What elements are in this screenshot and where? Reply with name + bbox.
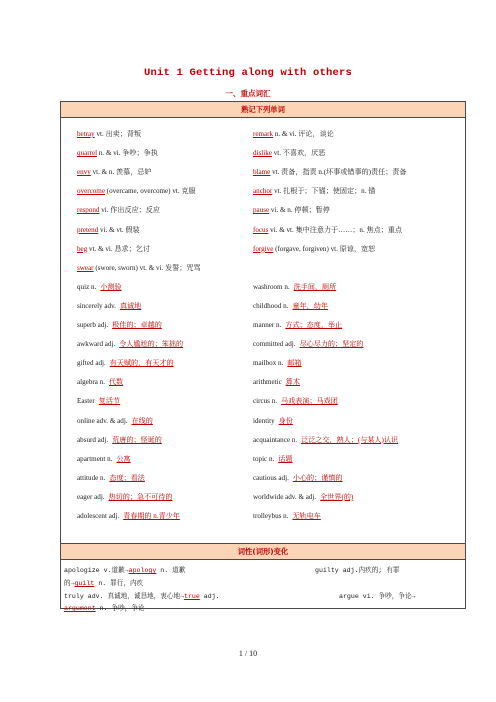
vocab-entry-right — [253, 396, 338, 406]
vocab-definition: 极佳的；卓越的 — [112, 321, 162, 329]
vocab-definition: 热切的；急不可待的 — [108, 492, 173, 501]
vocab-definition: 荒唐的；怪诞的 — [112, 435, 162, 444]
vocab-word: forgive — [253, 244, 274, 253]
vocab-word: pause — [253, 206, 270, 215]
deriv-text: n. 罪行，内疚 — [94, 580, 144, 587]
vocab-definition: 令人尴尬的；笨拙的 — [119, 340, 184, 349]
vocab-definition: vt. 责备，指责 n.(坏事或错事的)责任；责备 — [270, 168, 407, 177]
vocab-entry-right — [253, 167, 407, 177]
vocab-definition: vt. & vi. 恳求；乞讨 — [87, 244, 150, 253]
vocab-entry-right — [253, 129, 334, 139]
vocabulary-table — [60, 101, 466, 544]
word-forms-line-4 — [64, 602, 144, 612]
vocab-entry-left — [77, 396, 120, 406]
word-forms-line-1-right — [315, 564, 399, 574]
vocab-entry-right — [253, 454, 292, 464]
vocab-word: focus — [253, 225, 269, 234]
vocab-entry-left — [77, 167, 152, 177]
vocab-definition: vi. & vt. 集中注意力于……；n. 焦点；重点 — [268, 225, 402, 234]
vocabulary-table-header: 熟记下列单词 — [61, 102, 465, 118]
vocab-definition: 方式；态度，举止 — [285, 321, 343, 329]
word-forms-table — [60, 543, 466, 612]
vocab-word: superb adj. — [77, 321, 109, 329]
vocab-definition: 洗手间，厕所 — [293, 282, 337, 291]
vocab-word: manner n. — [253, 321, 282, 329]
deriv-text: truly adv. 真诚地，诚恳地，衷心地→ — [64, 593, 185, 600]
deriv-text: adj. — [199, 593, 220, 600]
vocab-definition: vi. 作出反应；反应 — [99, 206, 160, 215]
deriv-text: apologize v.道歉→ — [64, 567, 129, 574]
vocab-word: blame — [253, 168, 271, 177]
vocab-definition: vt. 出卖；背叛 — [94, 130, 142, 138]
vocab-word: gifted adj. — [77, 359, 106, 368]
vocab-entry-right — [253, 301, 328, 311]
vocab-entry-left — [77, 492, 172, 502]
vocab-definition: 身份 — [278, 416, 293, 425]
vocab-entry-left — [77, 225, 140, 235]
page-number: 1 / 10 — [238, 649, 258, 658]
vocab-word: betray — [77, 130, 95, 138]
vocab-entry-left — [77, 511, 180, 521]
vocab-word: apartment n. — [77, 454, 113, 463]
vocab-word: identity — [253, 416, 275, 425]
vocab-entry-left — [77, 263, 201, 273]
vocab-definition: 小测验 — [100, 282, 122, 291]
vocab-word: quarrel — [77, 149, 98, 158]
vocab-word: pretend — [77, 225, 99, 234]
vocab-word: overcome — [77, 187, 105, 196]
vocab-entry-left — [77, 186, 196, 196]
vocab-definition: 话题 — [278, 454, 293, 463]
vocab-word: mailbox n. — [253, 359, 284, 368]
word-forms-line-1 — [64, 564, 185, 574]
deriv-answer: argument — [64, 605, 96, 612]
vocab-entry-right — [253, 339, 363, 349]
vocab-word: childhood n. — [253, 301, 289, 310]
word-forms-line-3-right — [339, 590, 416, 600]
vocab-word: eager adj. — [77, 492, 105, 501]
vocab-definition: 无轨电车 — [292, 512, 321, 520]
vocab-word: remark — [253, 130, 274, 138]
vocab-word: worldwide adv. & adj. — [253, 492, 317, 501]
vocab-entry-left — [77, 416, 153, 426]
vocab-word: adolescent adj. — [77, 512, 120, 520]
vocab-definition: 有天赋的，有天才的 — [109, 359, 174, 368]
vocab-definition: 在线的 — [131, 416, 153, 425]
vocab-word: algebra n. — [77, 378, 105, 387]
vocab-word: swear — [77, 263, 94, 272]
vocab-entry-right — [253, 492, 353, 502]
vocab-definition: vi. & vt. 假装 — [98, 225, 140, 234]
vocab-entry-right — [253, 358, 302, 368]
vocab-entry-left — [77, 205, 160, 215]
vocab-definition: vt. 扎根于；下锚；使固定；n. 锚 — [272, 187, 376, 196]
vocab-definition: (overcame, overcome) vt. 克服 — [104, 187, 196, 196]
vocab-entry-left — [77, 301, 141, 311]
vocab-entry-right — [253, 435, 398, 445]
vocab-entry-left — [77, 454, 131, 464]
page-title: Unit 1 Getting along with others — [143, 67, 353, 79]
vocab-definition: 态度；看法 — [109, 473, 145, 482]
vocab-definition: 算术 — [285, 378, 300, 387]
vocab-entry-right — [253, 244, 375, 254]
deriv-text: n. 道歉 — [156, 567, 186, 574]
vocab-definition: 马戏表演；马戏团 — [281, 397, 338, 406]
vocab-word: washroom n. — [253, 282, 290, 291]
vocab-word: dislike — [253, 149, 272, 158]
vocab-entry-left — [77, 473, 145, 483]
vocab-word: awkward adj. — [77, 340, 116, 349]
vocab-word: envy — [77, 168, 91, 177]
vocab-definition: n. & vi. 评论，谈论 — [273, 130, 334, 138]
vocab-definition: 公寓 — [116, 454, 131, 463]
vocab-definition: 尽心尽力的；坚定的 — [299, 340, 364, 349]
word-forms-line-3 — [64, 590, 220, 600]
vocab-word: anchor — [253, 187, 273, 196]
vocab-entry-left — [77, 358, 174, 368]
vocab-entry-right — [253, 320, 342, 330]
vocab-definition: (forgave, forgiven) vt. 原谅，宽恕 — [273, 244, 376, 253]
vocab-entry-right — [253, 205, 330, 215]
vocab-entry-right — [253, 511, 321, 521]
vocab-definition: 童年，幼年 — [292, 301, 328, 310]
vocab-entry-right — [253, 282, 336, 292]
vocab-word: beg — [77, 244, 88, 253]
vocab-entry-right — [253, 186, 375, 196]
vocab-entry-left — [77, 377, 123, 387]
vocab-entry-right — [253, 377, 300, 387]
vocab-definition: 全世界(的) — [320, 492, 354, 501]
section-heading: 一、重点词汇 — [225, 89, 271, 98]
vocab-definition: 青春期的 n.青少年 — [123, 512, 180, 520]
deriv-answer: apology — [128, 567, 157, 574]
vocab-entry-left — [77, 244, 150, 254]
vocab-word: sincerely adv. — [77, 301, 116, 310]
vocab-word: acquaintance n. — [253, 435, 298, 444]
deriv-answer: guilt — [74, 580, 95, 587]
vocab-word: circus n. — [253, 397, 278, 406]
vocab-entry-left — [77, 435, 162, 445]
vocab-entry-left — [77, 282, 122, 292]
word-forms-line-2 — [64, 577, 143, 587]
vocab-definition: 真诚地 — [119, 301, 142, 310]
vocab-word: attitude n. — [77, 473, 106, 482]
vocab-definition: 小心的；谨慎的 — [292, 473, 343, 482]
vocab-entry-left — [77, 148, 158, 158]
deriv-text: 的→ — [64, 580, 75, 587]
word-forms-header: 词性(词形)变化 — [61, 544, 465, 560]
vocab-definition: 代数 — [108, 378, 124, 387]
vocab-word: topic n. — [253, 454, 275, 463]
vocab-definition: 泛泛之交，熟人；(与某人)认识 — [301, 435, 399, 444]
vocab-word: committed adj. — [253, 340, 296, 349]
vocab-word: quiz n. — [77, 282, 97, 291]
deriv-text: guilty adj.内疚的; 有罪 — [315, 567, 400, 574]
deriv-text: argue vi. 争吵，争论→ — [339, 593, 416, 600]
vocab-definition: 邮箱 — [287, 359, 302, 368]
vocab-definition: n. & vi. 争吵；争执 — [97, 149, 158, 158]
vocab-word: arithmetic — [253, 378, 282, 387]
deriv-answer: true — [184, 593, 200, 600]
vocab-entry-right — [253, 416, 293, 426]
vocab-word: respond — [77, 206, 100, 215]
vocab-definition: vt. & n. 羡慕，忌妒 — [90, 168, 152, 177]
vocab-definition: 复活节 — [98, 397, 121, 406]
vocab-word: Easter — [77, 397, 95, 406]
vocab-definition: (swore, sworn) vt. & vi. 发誓；咒骂 — [93, 263, 201, 272]
vocab-entry-left — [77, 339, 183, 349]
deriv-text: n. 争吵，争论 — [95, 605, 145, 612]
vocab-entry-left — [77, 320, 162, 330]
vocab-entry-left — [77, 129, 141, 139]
vocab-definition: vi. & n. 停顿；暂停 — [269, 206, 330, 215]
vocab-entry-right — [253, 225, 402, 235]
vocab-word: trolleybus n. — [253, 512, 289, 520]
vocab-word: cautious adj. — [253, 473, 289, 482]
vocab-definition: vt. 不喜欢，厌恶 — [271, 149, 326, 158]
vocab-word: absurd adj. — [77, 435, 109, 444]
vocab-entry-right — [253, 148, 325, 158]
vocab-entry-right — [253, 473, 343, 483]
vocab-word: online adv. & adj. — [77, 416, 128, 425]
